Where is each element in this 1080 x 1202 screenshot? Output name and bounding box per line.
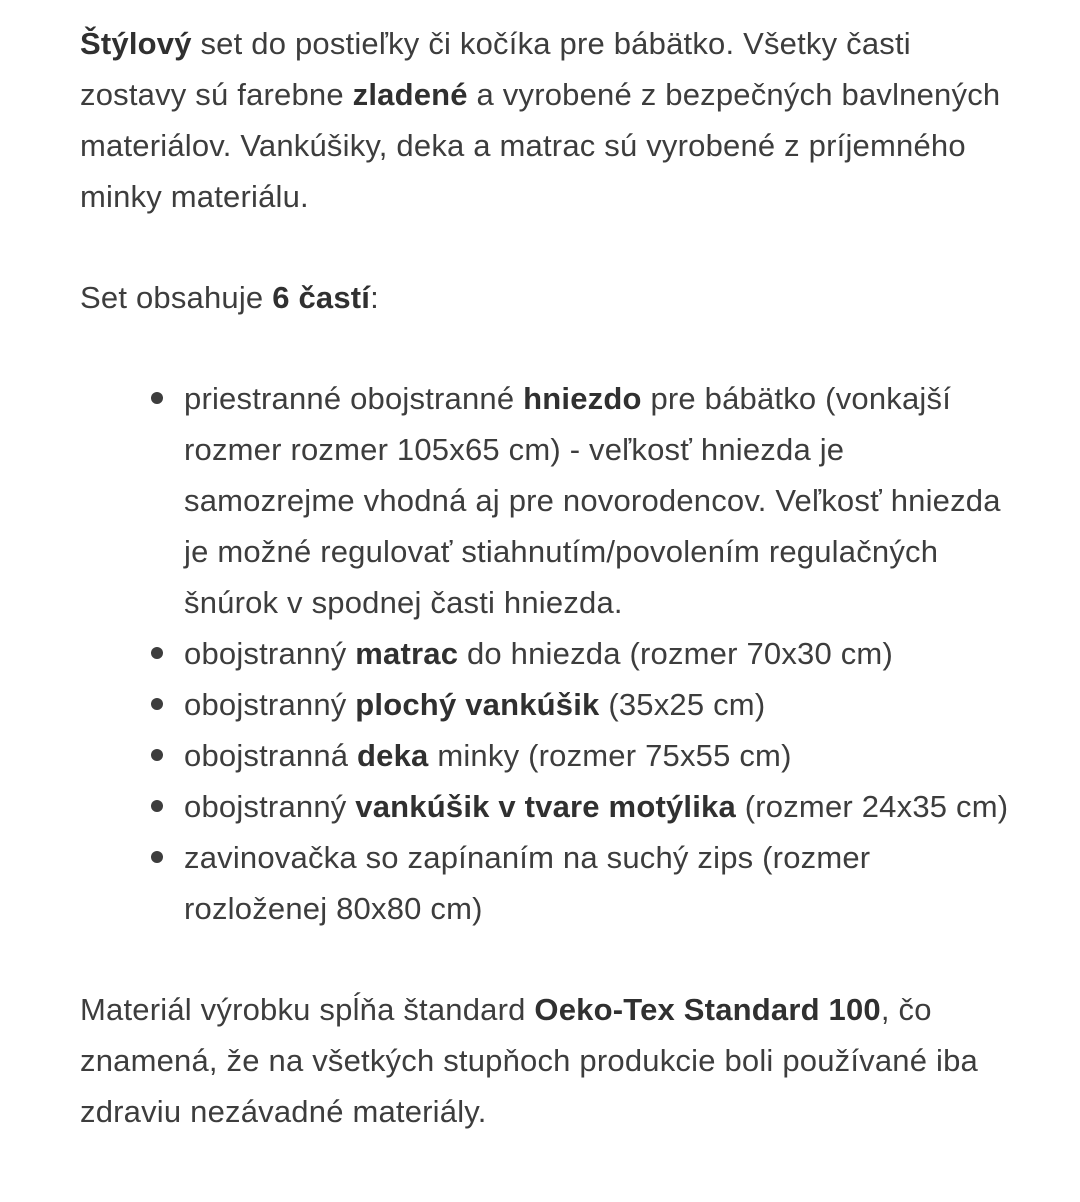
list-item	[184, 730, 1010, 781]
contents-text-1: Set obsahuje	[80, 280, 273, 315]
contents-bold-count: 6 častí	[272, 280, 371, 315]
spacer	[80, 323, 1010, 373]
list-item-bold: deka	[357, 738, 429, 773]
list-item-text: (35x25 cm)	[599, 687, 766, 722]
intro-text-2: a vyrobené z bezpečných bavlnených materiálov. Vankúšiky, deka a matrac sú vyrobené z príjemného minky materiálu.	[80, 77, 1001, 214]
material-paragraph	[80, 984, 1010, 1137]
list-item-text: obojstranný	[184, 687, 356, 722]
list-item-text: obojstranná	[184, 738, 358, 773]
parts-list	[80, 373, 1010, 934]
list-item-text: zavinovačka so zapínaním na suchý zips (rozmer rozloženej 80x80 cm)	[184, 840, 871, 926]
list-item	[184, 781, 1010, 832]
list-item-bold: matrac	[355, 636, 459, 671]
intro-paragraph	[80, 18, 1010, 222]
list-item	[184, 373, 1010, 628]
list-item-bold: hniezdo	[523, 381, 642, 416]
product-description	[80, 18, 1010, 1137]
material-text-1: Materiál výrobku spĺňa štandard	[80, 992, 535, 1027]
list-item	[184, 628, 1010, 679]
contents-text-2: :	[370, 280, 379, 315]
spacer	[80, 934, 1010, 984]
list-item-text: do hniezda (rozmer 70x30 cm)	[458, 636, 893, 671]
list-item-text: obojstranný	[184, 789, 356, 824]
list-item-text: (rozmer 24x35 cm)	[735, 789, 1009, 824]
list-item-text: obojstranný	[184, 636, 356, 671]
list-item	[184, 832, 1010, 934]
list-item-bold: plochý vankúšik	[355, 687, 600, 722]
intro-bold-zladene: zladené	[352, 77, 468, 112]
material-text-2: , čo znamená, že na všetkých stupňoch produkcie boli používané iba zdraviu nezávadné materiály.	[80, 992, 978, 1129]
list-item	[184, 679, 1010, 730]
list-item-bold: vankúšik v tvare motýlika	[355, 789, 736, 824]
intro-text-1: set do postieľky či kočíka pre bábätko. Všetky časti zostavy sú farebne	[80, 26, 911, 112]
spacer	[80, 222, 1010, 272]
contents-paragraph	[80, 272, 1010, 323]
list-item-text: priestranné obojstranné	[184, 381, 524, 416]
material-bold-standard: Oeko-Tex Standard 100	[534, 992, 881, 1027]
list-item-text: pre bábätko (vonkajší rozmer rozmer 105x65 cm) - veľkosť hniezda je samozrejme vhodná aj pre novorodencov. Veľkosť hniezda je možné regulovať stiahnutím/povolením regulačných šnúrok v spodnej časti hniezda.	[184, 381, 1001, 620]
list-item-text: minky (rozmer 75x55 cm)	[428, 738, 792, 773]
intro-bold-stylovy: Štýlový	[80, 26, 192, 61]
